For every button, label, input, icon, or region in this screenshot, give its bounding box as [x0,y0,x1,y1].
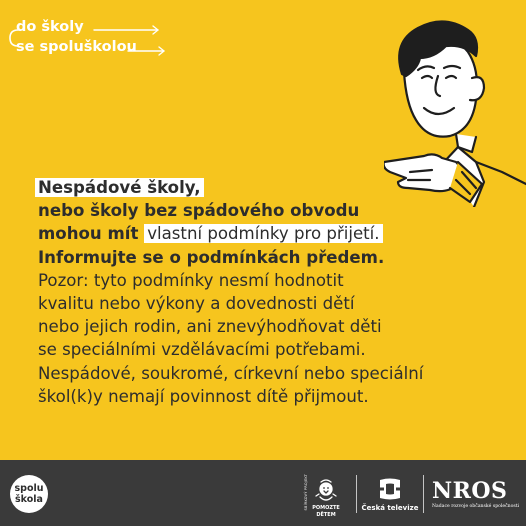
partner-footer [0,460,526,526]
tagline-line-2: se spoluškolou [16,39,137,55]
pomozte-label-1: POMOZTE [312,505,340,511]
pomozte-detem-logo [304,470,348,518]
body-line-3: nebo jejich rodin, ani znevýhodňovat děti [38,317,382,337]
heading-line-1 [38,176,508,199]
heading-line-4: Informujte se o podmínkách předem. [38,247,385,267]
ct-label: Česká televize [361,503,419,512]
body-line-1: Pozor: tyto podmínky nesmí hodnotit [38,270,344,290]
skola-text: škola [15,494,43,505]
heading-line-3-lead: mohou mít [38,224,145,244]
spolu-text: spolu [14,483,44,494]
pomozte-side-text: SBÍRKOVÝ PROJEKT [304,474,308,511]
pomozte-label-2: DĚTEM [316,512,336,518]
body-line-2: kvalitu nebo výkony a dovednosti dětí [38,294,355,314]
spoluskola-logo [10,475,48,513]
ct-emblem-icon [377,477,403,501]
nros-subtitle: Nadace rozvoje občanské společnosti [432,503,520,509]
logo-divider-2 [423,475,424,513]
logo-divider-1 [356,475,357,513]
tagline-arrows-icon [8,22,168,62]
ceska-televize-logo [361,477,419,512]
chicken-mascot-icon [313,478,339,504]
body-line-5: Nespádové, soukromé, církevní nebo speciální [38,363,424,383]
highlighted-admission-conditions: vlastní podmínky pro přijetí. [144,224,382,243]
partner-logos [304,470,520,518]
heading-line-2: nebo školy bez spádového obvodu [38,201,360,221]
nros-wordmark: NROS [432,477,508,504]
nros-logo [432,477,520,510]
highlighted-heading-1: Nespádové školy, [35,178,204,197]
body-line-4: se speciálními vzdělávacími potřebami. [38,340,366,360]
body-line-6: škol(k)y nemají povinnost dítě přijmout. [38,386,369,406]
tagline-line-1: do školy [16,19,84,35]
heading-line-3 [38,222,508,245]
main-text-block [38,176,508,408]
